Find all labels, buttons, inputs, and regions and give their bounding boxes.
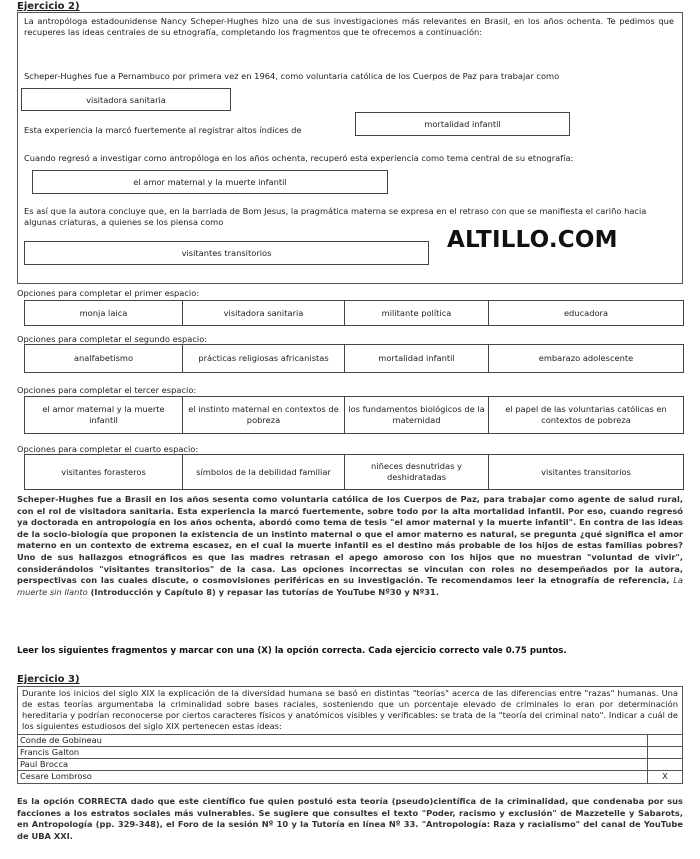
options-4-label: Opciones para completar el cuarto espacio: [17, 444, 199, 454]
option-cell[interactable]: monja laica [25, 301, 183, 325]
option-cell[interactable]: visitantes transitorios [541, 466, 631, 477]
answer-3-box[interactable]: el amor maternal y la muerte infantil [32, 170, 388, 194]
exercise-2-explanation [17, 494, 683, 598]
option-cell[interactable]: visitantes forasteros [25, 455, 183, 489]
explanation-text: Scheper-Hughes fue a Brasil en los años sesenta como voluntaria católica de los Cuerpos de Paz, para trabajar como agente de salud rural, con el rol de visitadora sanitaria. Esta experiencia la marcó fuertemente, sobre todo por la alta mortalidad infantil. Por eso, cuando regresó ya doctorada en antropología en los años ochenta, abordó como tema de tesis "el amor maternal y la muerte infantil". En contra de las ideas de la socio-biología que proponen la existencia de un instinto maternal o que el amor materno es natural, se pregunta ¿qué significa el amor materno en un contexto de extrema escasez, en el cual la muerte infantil es el destino más probable de los hijos de estas familias pobres? Uno de sus hallazgos etnográficos es que las madres retrasan el apego amoroso con los hijos que no muestran "voluntad de vivir", considerándolos "visitantes transitorios" de la casa. Las opciones incorrectas se vinculan con roles no desempeñados por la autora, perspectivas con las cuales discute, o cosmovisiones periféricas en su investigación. Te recomendamos leer la etnografía de referencia, [17, 494, 683, 586]
choice-mark[interactable] [648, 747, 682, 758]
option-cell[interactable]: el amor maternal y la muerte infantil [25, 397, 183, 433]
instructions: Leer los siguientes fragmentos y marcar con una (X) la opción correcta. Cada ejercicio correcto vale 0.75 puntos. [17, 646, 567, 656]
options-3-label: Opciones para completar el tercer espacio: [17, 385, 197, 395]
options-2-label: Opciones para completar el segundo espacio: [17, 334, 208, 344]
option-cell[interactable]: embarazo adolescente [538, 353, 634, 363]
sentence-3: Cuando regresó a investigar como antropóloga en los años ochenta, recuperó esta experiencia como tema central de su etnografía: [24, 153, 574, 163]
option-cell[interactable]: educadora [563, 307, 609, 318]
choice-mark[interactable]: X [662, 771, 668, 781]
option-cell[interactable]: los fundamentos biológicos de la maternidad [345, 397, 489, 433]
choice-name: Francis Galton [18, 747, 648, 758]
choice-name: Cesare Lombroso [18, 771, 648, 783]
exercise-3-title: Ejercicio 3) [17, 674, 80, 685]
exercise-3-explanation: Es la opción CORRECTA dado que este científico fue quien postuló esta teoría (pseudo)científica de la criminalidad, que condenaba por sus facciones a los estratos sociales más vulnerables. Se sugiere que consultes el texto "Poder, racismo y exclusión" de Mazzetelle y Sabarots, en Antropología (pp. 329-348), el Foro de la sesión Nº 10 y la Tutoría en línea Nº 33. "Antropología: Raza y racialismo" del canal de YouTube de UBA XXI. [17, 796, 683, 841]
option-cell[interactable]: mortalidad infantil [345, 345, 489, 372]
sentence-4: Es así que la autora concluye que, en la barriada de Bom Jesus, la pragmática materna se expresa en el retraso con que se manifiesta el cariño hacia algunas criaturas, a quienes se los piensa como [24, 206, 647, 227]
options-1-row [24, 300, 684, 326]
sentence-2: Esta experiencia la marcó fuertemente al registrar altos índices de [24, 125, 302, 135]
option-cell[interactable]: símbolos de la debilidad familiar [183, 455, 345, 489]
option-cell[interactable]: analfabetismo [25, 345, 183, 372]
choice-name: Paul Brocca [18, 759, 648, 770]
options-3-row [24, 396, 684, 434]
answer-4-box[interactable]: visitantes transitorios [24, 241, 429, 265]
book-title: La muerte sin llanto [17, 575, 683, 597]
choice-row[interactable] [18, 771, 682, 783]
choice-name: Conde de Gobineau [18, 735, 648, 746]
choice-mark[interactable] [648, 735, 682, 746]
answer-2-box[interactable]: mortalidad infantil [355, 112, 570, 136]
exercise-2-intro: La antropóloga estadounidense Nancy Scheper-Hughes hizo una de sus investigaciones más relevantes en Brasil, en los años ochenta. Te pedimos que recuperes las ideas centrales de su etnografía, completando los fragmentos que te ofrecemos a continuación: [24, 16, 674, 37]
option-cell[interactable]: el papel de las voluntarias católicas en contextos de pobreza [505, 404, 667, 425]
choice-row[interactable] [18, 735, 682, 747]
option-cell[interactable]: visitadora sanitaria [183, 301, 345, 325]
option-cell[interactable]: el instinto maternal en contextos de pobreza [183, 397, 345, 433]
option-cell[interactable]: prácticas religiosas africanistas [183, 345, 345, 372]
sentence-1: Scheper-Hughes fue a Pernambuco por primera vez en 1964, como voluntaria católica de los Cuerpos de Paz para trabajar como [24, 71, 560, 81]
exercise-3-box [17, 686, 683, 784]
option-cell[interactable]: militante política [345, 301, 489, 325]
option-cell[interactable]: niñeces desnutridas y deshidratadas [345, 455, 489, 489]
options-1-label: Opciones para completar el primer espacio: [17, 288, 200, 298]
choice-row[interactable] [18, 759, 682, 771]
answer-1-box[interactable]: visitadora sanitaria [21, 88, 231, 111]
altillo-logo: ALTILLO.COM [447, 227, 618, 253]
choice-mark[interactable] [648, 759, 682, 770]
exercise-2-title: Ejercicio 2) [17, 1, 80, 12]
exercise-3-question: Durante los inicios del siglo XIX la explicación de la diversidad humana se basó en distintas "teorías" acerca de las diferencias entre "razas" humanas. Una de estas teorías argumentaba la criminalidad sobre bases raciales, sosteniendo que un porcentaje elevado de criminales lo eran por determinación hereditaria y podrían reconocerse por ciertos caracteres físicos y anatómicos visibles y verificables: se trata de la "teoría del criminal nato". Indicar a cuál de los siguientes estudiosos del siglo XIX pertenecen estas ideas: [18, 687, 682, 735]
choice-row[interactable] [18, 747, 682, 759]
options-4-row [24, 454, 684, 490]
options-2-row [24, 344, 684, 373]
explanation-text-end: (Introducción y Capítulo 8) y repasar las tutorías de YouTube Nº30 y Nº31. [90, 586, 439, 597]
